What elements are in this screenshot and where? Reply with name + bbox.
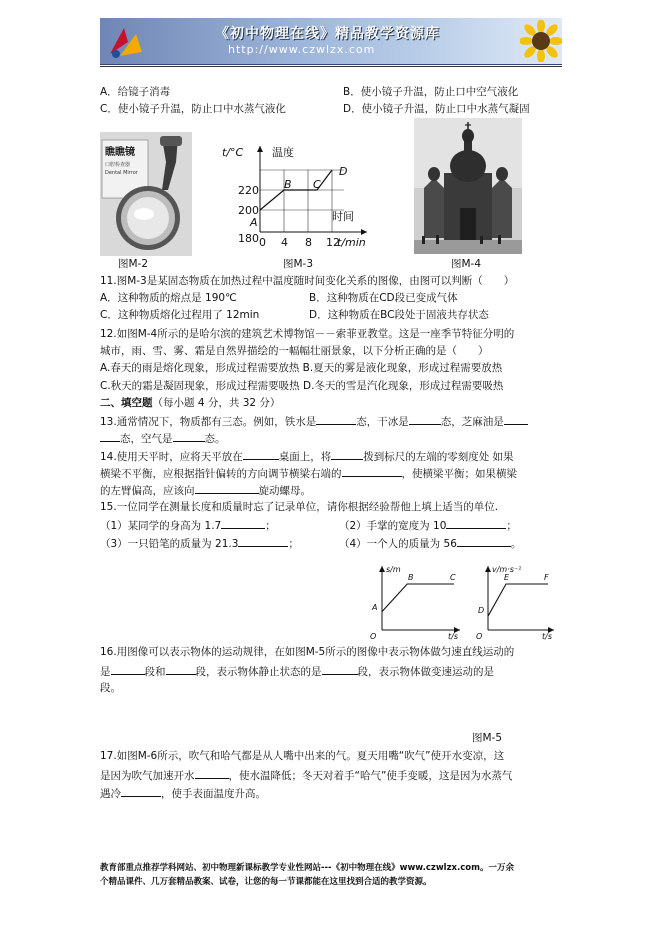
q15-item1 xyxy=(100,517,276,533)
q17-text-5: ，使手表面温度升高。 xyxy=(161,788,266,800)
q17-line3 xyxy=(100,785,266,801)
q17-blank-2[interactable] xyxy=(121,785,161,797)
q13-text-2: 态，干冰是 xyxy=(356,416,409,428)
option-b: B．使小镜子升温，防止口中空气液化 xyxy=(343,86,519,98)
q13-line2 xyxy=(100,430,226,446)
x-tick-12: 12 xyxy=(326,236,340,249)
q15-blank-1[interactable] xyxy=(221,517,265,529)
fig-m4-caption: 图M-4 xyxy=(451,258,482,270)
section-title: 二、填空题 xyxy=(100,397,153,409)
banner-url[interactable]: http://www.czwlzx.com xyxy=(228,43,376,56)
cathedral-image xyxy=(414,118,522,254)
banner-title: 《初中物理在线》精品教学资源库 xyxy=(215,26,440,42)
q16-line3 xyxy=(100,681,121,695)
q16-line1: 16.用图像可以表示物体的运动规律，在如图M-5所示的图像中表示物体做匀速直线运动的 xyxy=(100,646,515,658)
point-d-label: D xyxy=(339,165,348,178)
vt-x-unit: t/s xyxy=(542,632,552,640)
fig-m5-caption: 图M-5 xyxy=(472,732,503,744)
vt-point-f: F xyxy=(544,573,549,582)
y-unit-label: t/°C xyxy=(222,146,244,159)
q13-blank-3[interactable] xyxy=(504,413,528,425)
fig-m3-caption: 图M-3 xyxy=(283,258,314,270)
v-t-graph xyxy=(474,560,560,640)
point-c-label: C xyxy=(313,178,321,191)
v-t-line xyxy=(488,584,548,616)
q12-line2: 城市，雨、雪、雾、霜是自然界描绘的一幅幅壮丽景象，以下分析正确的是（ ） xyxy=(100,345,489,357)
q16-blank-2[interactable] xyxy=(166,663,196,675)
y-axis-arrow-icon xyxy=(257,146,263,152)
sunflower-icon xyxy=(520,20,562,62)
dental-mirror-image xyxy=(100,132,192,256)
q14-blank-3[interactable] xyxy=(342,465,402,477)
q13-blank-1[interactable] xyxy=(316,413,356,425)
x-tick-4: 4 xyxy=(281,236,288,249)
q16-blank-3[interactable] xyxy=(322,663,358,675)
q15-item1-text: （1）某同学的身高为 1.7 xyxy=(100,520,222,532)
st-x-unit: t/s xyxy=(448,632,458,640)
st-y-unit: s/m xyxy=(386,565,401,574)
q16-text-2: 是 xyxy=(100,666,111,678)
q12-line1: 12.如图M-4所示的是哈尔滨的建筑艺术博物馆－－索菲亚教堂。这是一座季节特征分明的 xyxy=(100,328,515,340)
q14-line3 xyxy=(100,482,311,498)
q14-text-3: 拨到标尺的左端的零刻度处 如果 xyxy=(363,451,514,463)
y-tick-180: 180 xyxy=(238,232,259,245)
vt-point-e: E xyxy=(504,573,510,582)
q16-blank-1[interactable] xyxy=(111,663,145,675)
mirror-box-sub1: 口腔检查器 xyxy=(105,162,131,168)
x-tick-0: 0 xyxy=(259,236,266,249)
q11-stem: 11.图M-3是某固态物质在加热过程中温度随时间变化关系的图像，由图可以判断（ ） xyxy=(100,275,515,287)
q14-blank-1[interactable] xyxy=(243,448,279,460)
s-t-line xyxy=(382,584,454,612)
mirror-box-title: 瞧瞧镜 xyxy=(105,147,135,158)
q14-line1 xyxy=(100,448,514,464)
q17-text-3: ，使水温降低；冬天对着手“哈气”使手变暖，这是因为水蒸气 xyxy=(228,770,513,782)
option-d: D．使小镜子升温，防止口中水蒸气凝固 xyxy=(343,103,530,115)
vt-origin: O xyxy=(476,632,483,640)
q14-blank-4[interactable] xyxy=(195,482,259,494)
q16-text-4: 段，表示物体静止状态的是 xyxy=(195,666,322,678)
q14-text-7: 旋动螺母。 xyxy=(258,485,311,497)
option-a: A．给镜子消毒 xyxy=(100,86,171,98)
q13-text-4: 态，空气是 xyxy=(120,433,173,445)
graph-title: 温度 xyxy=(272,146,294,159)
q14-line2 xyxy=(100,465,517,481)
q15-item2-text: （2）手掌的宽度为 10 xyxy=(339,520,447,532)
q15-blank-2[interactable] xyxy=(446,517,506,529)
q14-text-6: 的左臂偏高，应该向 xyxy=(100,485,195,497)
q11-option-c: C．这种物质熔化过程用了 12min xyxy=(100,309,260,321)
fig-m2-caption: 图M-2 xyxy=(118,258,149,270)
q15-item3-text: （3）一只铅笔的质量为 21.3 xyxy=(100,538,239,550)
q13-blank-3b[interactable] xyxy=(100,430,120,442)
q13-text-3: 态，芝麻油是 xyxy=(440,416,504,428)
footer-line1: 教育部重点推荐学科网站、初中物理新课标教学专业性网站---《初中物理在线》www.czwlzx.com。一万余 xyxy=(100,863,514,873)
q17-text-4: 遇冷 xyxy=(100,788,121,800)
q12-line4: C.秋天的霜是凝固现象，形成过程需要吸热 D.冬天的雪是汽化现象，形成过程需要吸热 xyxy=(100,380,504,392)
q14-text-2: 桌面上，将 xyxy=(278,451,332,463)
q13-blank-4[interactable] xyxy=(173,430,205,442)
x-tick-8: 8 xyxy=(305,236,312,249)
q16-text-5: 段，表示物体做变速运动的是 xyxy=(357,666,494,678)
q15-blank-4[interactable] xyxy=(457,535,511,547)
section-heading xyxy=(100,396,280,410)
q15-blank-3[interactable] xyxy=(238,535,288,547)
q15-stem: 15.一位同学在测量长度和质量时忘了记录单位，请你根据经验帮他上填上适当的单位. xyxy=(100,501,499,513)
q14-text-1: 14.使用天平时，应将天平放在 xyxy=(100,451,243,463)
temperature-graph xyxy=(222,142,384,254)
x-axis-arrow-icon xyxy=(361,229,367,235)
q13-text-5: 态。 xyxy=(204,433,226,445)
s-t-graph xyxy=(368,560,466,640)
q13-blank-2[interactable] xyxy=(409,413,441,425)
site-banner xyxy=(100,18,562,65)
q14-text-5: ，使横梁平衡；如果横梁 xyxy=(401,468,517,480)
st-point-c: C xyxy=(450,573,456,582)
q12-line3: A.春天的雨是熔化现象，形成过程需要放热 B.夏天的雾是液化现象，形成过程需要放热 xyxy=(100,362,503,374)
q17-blank-1[interactable] xyxy=(195,767,229,779)
header-rule xyxy=(100,66,562,67)
q16-text-6: 段。 xyxy=(100,682,121,694)
y-tick-220: 220 xyxy=(238,184,259,197)
x-unit-label: t/min xyxy=(337,236,366,249)
q15-item4-text: （4）一个人的质量为 56 xyxy=(339,538,457,550)
q14-blank-2[interactable] xyxy=(331,448,363,460)
q15-item2 xyxy=(339,517,517,533)
q15-item1-semicolon: ； xyxy=(265,520,276,532)
q11-option-d: D．这种物质在BC段处于固液共存状态 xyxy=(309,309,489,321)
st-point-b: B xyxy=(408,573,414,582)
vt-point-d: D xyxy=(478,606,485,615)
q15-item3-semicolon: ； xyxy=(288,538,299,550)
vt-y-arrow-icon xyxy=(485,566,491,572)
q17-line1: 17.如图M-6所示，吹气和哈气都是从人嘴中出来的气。夏天用嘴“吹气”使开水变凉，这 xyxy=(100,750,505,762)
footer-line2: 个精品课件、几万套精品教案、试卷，让您的每一节课都能在这里找到合适的教学资源。 xyxy=(100,877,432,887)
q15-item4-period: 。 xyxy=(510,538,522,550)
q11-option-a: A．这种物质的熔点是 190℃ xyxy=(100,292,237,304)
q14-text-4: 横梁不平衡，应根据指针偏转的方向调节横梁右端的 xyxy=(100,468,342,480)
mirror-box-sub2: Dental Mirror xyxy=(105,170,138,176)
y-tick-200: 200 xyxy=(238,204,259,217)
st-point-a: A xyxy=(372,603,378,612)
q15-item4 xyxy=(339,535,521,551)
option-c: C．使小镜子升温，防止口中水蒸气液化 xyxy=(100,103,286,115)
q13-text-1: 13.通常情况下，物质都有三态。例如，铁水是 xyxy=(100,416,317,428)
q15-item3 xyxy=(100,535,299,551)
q13-line1 xyxy=(100,413,528,429)
q15-item2-semicolon: ； xyxy=(506,520,517,532)
section-note: （每小题 4 分，共 32 分） xyxy=(152,397,281,409)
st-origin: O xyxy=(370,632,377,640)
q17-text-2: 是因为吹气加速开水 xyxy=(100,770,195,782)
q17-line2 xyxy=(100,767,512,783)
q16-line2 xyxy=(100,663,494,679)
st-y-arrow-icon xyxy=(379,566,385,572)
vt-y-unit: v/m·s⁻¹ xyxy=(492,565,522,574)
x-axis-label: 时间 xyxy=(332,210,354,223)
point-a-label: A xyxy=(250,216,258,229)
site-logo-icon xyxy=(106,24,150,60)
point-b-label: B xyxy=(284,178,292,191)
q11-option-b: B．这种物质在CD段已变成气体 xyxy=(309,292,458,304)
q16-text-3: 段和 xyxy=(144,666,166,678)
